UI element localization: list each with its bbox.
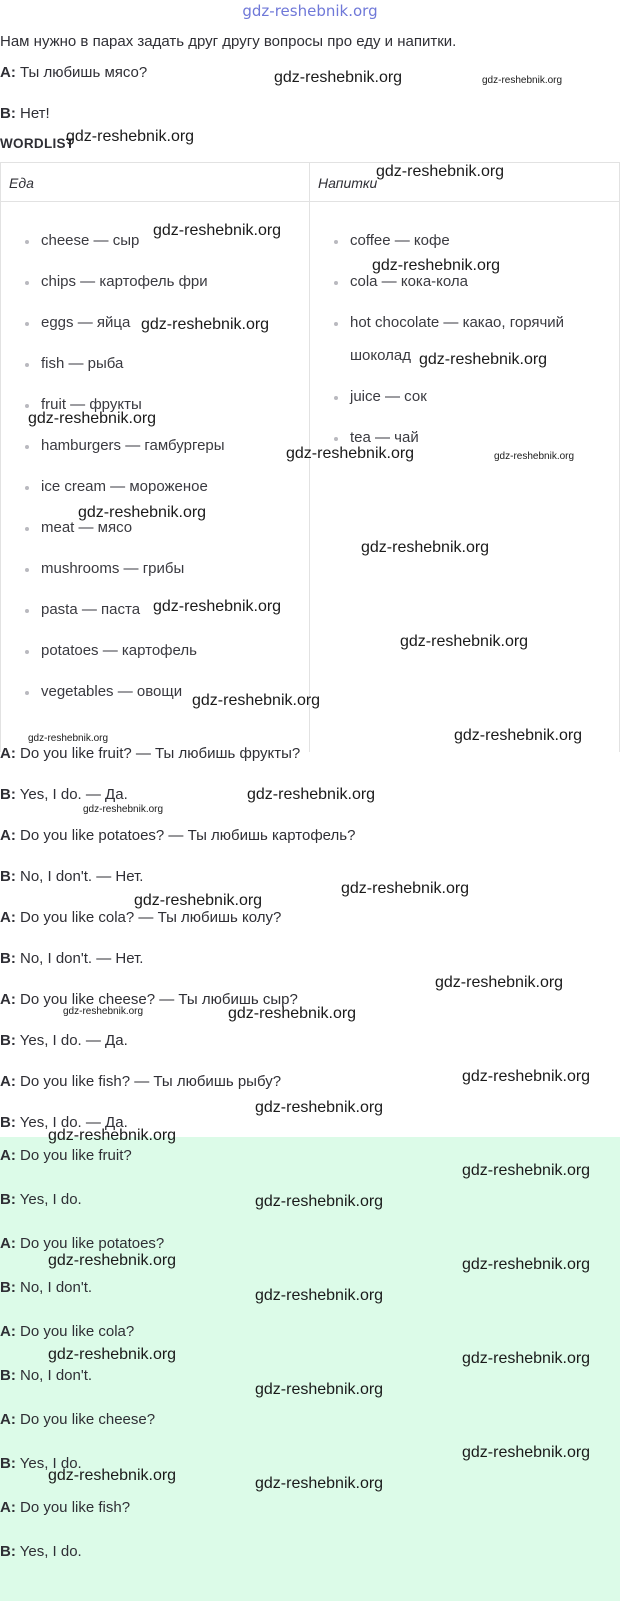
- intro-line-a: [0, 63, 147, 83]
- drink-item: juice — сок: [350, 388, 427, 405]
- watermark: gdz-reshebnik.org: [462, 1350, 591, 1367]
- food-item: eggs — яйца: [41, 314, 131, 331]
- speaker-label: A:: [0, 1235, 16, 1252]
- watermark: gdz-reshebnik.org: [400, 633, 529, 650]
- watermark: gdz-reshebnik.org: [255, 1099, 384, 1116]
- watermark: gdz-reshebnik.org: [462, 1162, 591, 1179]
- speaker-label: A:: [0, 1147, 16, 1164]
- answer-line: [0, 1234, 164, 1254]
- dialogue-text: Yes, I do. — Да.: [19, 786, 128, 803]
- speaker-label: B:: [0, 786, 16, 803]
- answer-text: Do you like fruit?: [20, 1147, 132, 1164]
- food-item: fruit — фрукты: [41, 396, 142, 413]
- watermark: gdz-reshebnik.org: [228, 1005, 357, 1022]
- food-item: hamburgers — гамбургеры: [41, 437, 225, 454]
- answer-line: [0, 1190, 82, 1210]
- answer-text: Do you like potatoes?: [20, 1235, 165, 1252]
- watermark: gdz-reshebnik.org: [462, 1444, 591, 1461]
- watermark: gdz-reshebnik.org: [28, 733, 109, 744]
- answer-line: [0, 1542, 82, 1562]
- speaker-label: A:: [0, 1073, 16, 1090]
- watermark: gdz-reshebnik.org: [247, 786, 376, 803]
- watermark: gdz-reshebnik.org: [192, 692, 321, 709]
- food-item: chips — картофель фри: [41, 273, 208, 290]
- dialogue-text: Do you like cola? — Ты любишь колу?: [20, 909, 282, 926]
- answer-line: [0, 1498, 130, 1518]
- dialogue-text: Do you like cheese? — Ты любишь сыр?: [20, 991, 298, 1008]
- watermark: gdz-reshebnik.org: [153, 598, 282, 615]
- speaker-label: B:: [0, 1543, 16, 1560]
- speaker-label: B:: [0, 1191, 16, 1208]
- drink-item: coffee — кофе: [350, 232, 450, 249]
- dialogue-line: [0, 949, 143, 969]
- watermark: gdz-reshebnik.org: [48, 1127, 177, 1144]
- watermark: gdz-reshebnik.org: [141, 316, 270, 333]
- answer-text: No, I don't.: [20, 1367, 93, 1384]
- speaker-label: B:: [0, 868, 16, 885]
- dialogue-line: [0, 908, 281, 928]
- watermark: gdz-reshebnik.org: [462, 1068, 591, 1085]
- watermark: gdz-reshebnik.org: [83, 804, 164, 815]
- watermark: gdz-reshebnik.org: [255, 1193, 384, 1210]
- watermark: gdz-reshebnik.org: [494, 451, 575, 462]
- watermark: gdz-reshebnik.org: [376, 163, 505, 180]
- answer-text: Do you like cola?: [20, 1323, 135, 1340]
- dialogue-text: Do you like potatoes? — Ты любишь картофель?: [20, 827, 356, 844]
- answer-text: Do you like fish?: [20, 1499, 131, 1516]
- answer-line: [0, 1410, 155, 1430]
- speaker-label: B:: [0, 105, 16, 122]
- watermark: gdz-reshebnik.org: [48, 1252, 177, 1269]
- column-header-drinks: Напитки: [318, 175, 378, 191]
- dialogue-text: Yes, I do. — Да.: [19, 1114, 128, 1131]
- task-text: Нам нужно в парах задать друг другу вопросы про еду и напитки.: [0, 33, 457, 50]
- speaker-label: B:: [0, 1032, 16, 1049]
- watermark: gdz-reshebnik.org: [48, 1346, 177, 1363]
- watermark: gdz-reshebnik.org: [153, 222, 282, 239]
- dialogue-line: [0, 1031, 128, 1051]
- watermark: gdz-reshebnik.org: [341, 880, 470, 897]
- drink-item: hot chocolate — какао, горячий: [350, 314, 565, 331]
- watermark: gdz-reshebnik.org: [435, 974, 564, 991]
- speaker-label: B:: [0, 1455, 16, 1472]
- food-item: mushrooms — грибы: [41, 560, 185, 577]
- food-item: vegetables — овощи: [41, 683, 183, 700]
- speaker-label: A:: [0, 991, 16, 1008]
- answer-text: No, I don't.: [20, 1279, 93, 1296]
- answer-line: [0, 1322, 134, 1342]
- wordlist-title: WORDLIST: [0, 136, 75, 151]
- answer-line: [0, 1366, 92, 1386]
- watermark: gdz-reshebnik.org: [134, 892, 263, 909]
- speaker-label: B:: [0, 1367, 16, 1384]
- intro-a-text: Ты любишь мясо?: [20, 64, 148, 81]
- speaker-label: A:: [0, 1411, 16, 1428]
- watermark: gdz-reshebnik.org: [255, 1475, 384, 1492]
- watermark: gdz-reshebnik.org: [482, 75, 563, 86]
- watermark: gdz-reshebnik.org: [255, 1287, 384, 1304]
- dialogue-line: [0, 744, 300, 764]
- dialogue-line: [0, 1072, 281, 1092]
- watermark: gdz-reshebnik.org: [372, 257, 501, 274]
- speaker-label: B:: [0, 1114, 16, 1131]
- intro-line-b: [0, 104, 50, 124]
- watermark: gdz-reshebnik.org: [286, 445, 415, 462]
- watermark: gdz-reshebnik.org: [274, 69, 403, 86]
- watermark: gdz-reshebnik.org: [462, 1256, 591, 1273]
- answer-text: Do you like cheese?: [20, 1411, 156, 1428]
- watermark: gdz-reshebnik.org: [66, 128, 195, 145]
- watermark: gdz-reshebnik.org: [63, 1006, 144, 1017]
- speaker-label: B:: [0, 950, 16, 967]
- dialogue-text: No, I don't. — Нет.: [20, 868, 144, 885]
- speaker-label: A:: [0, 1323, 16, 1340]
- watermark: gdz-reshebnik.org: [361, 539, 490, 556]
- site-header[interactable]: gdz-reshebnik.org: [242, 2, 378, 20]
- speaker-label: A:: [0, 64, 16, 81]
- answer-line: [0, 1146, 132, 1166]
- answer-text: Yes, I do.: [19, 1191, 82, 1208]
- dialogue-line: [0, 826, 355, 846]
- watermark: gdz-reshebnik.org: [419, 351, 548, 368]
- dialogue-line: [0, 785, 128, 805]
- dialogue-text: Yes, I do. — Да.: [19, 1032, 128, 1049]
- speaker-label: A:: [0, 745, 16, 762]
- food-item: fish — рыба: [41, 355, 124, 372]
- dialogue-text: Do you like fruit? — Ты любишь фрукты?: [20, 745, 301, 762]
- answer-line: [0, 1278, 92, 1298]
- watermark: gdz-reshebnik.org: [255, 1381, 384, 1398]
- speaker-label: A:: [0, 1499, 16, 1516]
- food-item: cheese — сыр: [41, 232, 140, 249]
- food-item: meat — мясо: [41, 519, 133, 536]
- drink-item-continuation: шоколад: [350, 347, 411, 364]
- dialogue-text: No, I don't. — Нет.: [20, 950, 144, 967]
- speaker-label: B:: [0, 1279, 16, 1296]
- dialogue-line: [0, 867, 143, 887]
- food-item: potatoes — картофель: [41, 642, 197, 659]
- watermark: gdz-reshebnik.org: [48, 1467, 177, 1484]
- watermark: gdz-reshebnik.org: [28, 410, 157, 427]
- food-item: ice cream — мороженое: [41, 478, 208, 495]
- answer-text: Yes, I do.: [19, 1455, 82, 1472]
- speaker-label: A:: [0, 909, 16, 926]
- intro-b-text: Нет!: [20, 105, 50, 122]
- drink-item: cola — кока-кола: [350, 273, 468, 290]
- watermark: gdz-reshebnik.org: [454, 727, 583, 744]
- header-divider: [1, 201, 619, 202]
- column-header-food: Еда: [9, 175, 34, 191]
- watermark: gdz-reshebnik.org: [78, 504, 207, 521]
- food-item: pasta — паста: [41, 601, 141, 618]
- drink-item: tea — чай: [350, 429, 419, 446]
- answer-text: Yes, I do.: [19, 1543, 82, 1560]
- dialogue-text: Do you like fish? — Ты любишь рыбу?: [20, 1073, 282, 1090]
- speaker-label: A:: [0, 827, 16, 844]
